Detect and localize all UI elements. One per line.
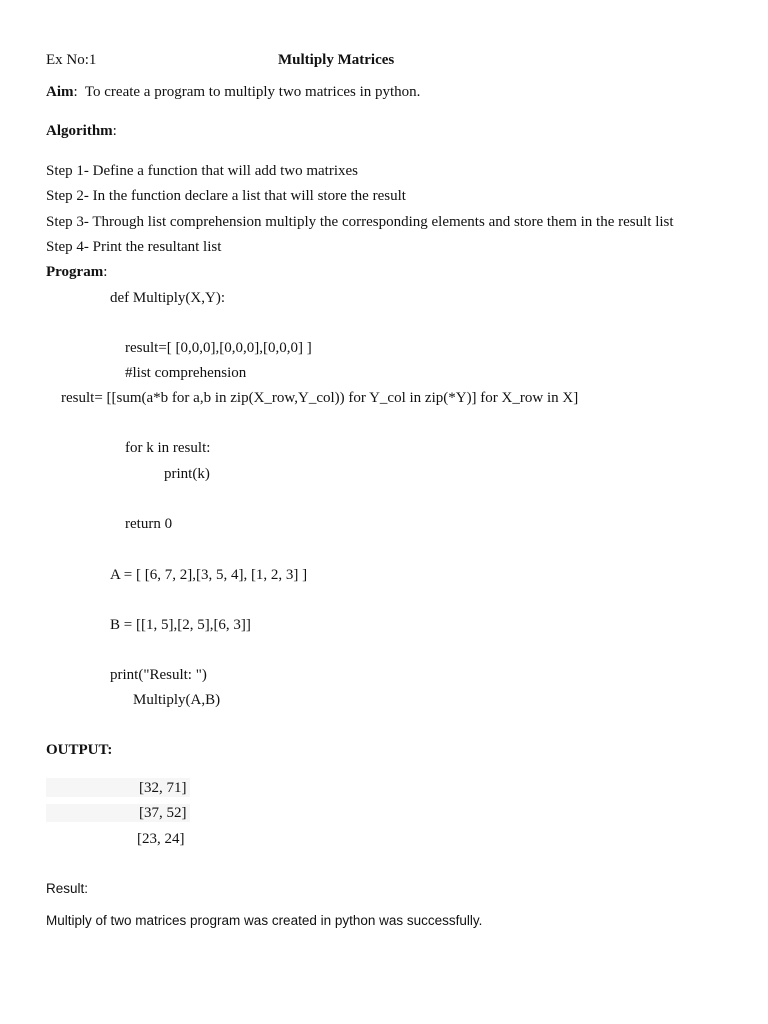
aim-line	[46, 83, 420, 101]
code-line: def Multiply(X,Y):	[110, 290, 225, 306]
algorithm-step: Step 3- Through list comprehension multiply the corresponding elements and store them in the result list	[46, 214, 674, 230]
code-line: for k in result:	[125, 440, 211, 456]
code-line: result=[ [0,0,0],[0,0,0],[0,0,0] ]	[125, 340, 312, 356]
algorithm-heading	[46, 122, 117, 140]
code-line: Multiply(A,B)	[133, 692, 221, 708]
code-line: A = [ [6, 7, 2],[3, 5, 4], [1, 2, 3] ]	[110, 567, 308, 583]
output-row: [37, 52]	[139, 805, 187, 821]
exercise-number: Ex No:1	[46, 52, 97, 68]
algorithm-colon: :	[112, 123, 117, 139]
program-label: Program	[46, 264, 104, 280]
algorithm-step: Step 2- In the function declare a list that will store the result	[46, 188, 406, 204]
program-colon: :	[103, 264, 108, 280]
code-line: print(k)	[164, 466, 210, 482]
code-line: return 0	[125, 516, 173, 532]
code-line: B = [[1, 5],[2, 5],[6, 3]]	[110, 617, 251, 633]
aim-label: Aim	[46, 84, 74, 100]
algorithm-step: Step 4- Print the resultant list	[46, 239, 222, 255]
aim-text: : To create a program to multiply two matrices in python.	[73, 84, 421, 100]
algorithm-label: Algorithm	[46, 123, 113, 139]
page-title: Multiply Matrices	[278, 52, 395, 68]
output-row: [32, 71]	[139, 780, 187, 796]
output-row: [23, 24]	[137, 831, 185, 847]
code-line: result= [[sum(a*b for a,b in zip(X_row,Y_col)) for Y_col in zip(*Y)] for X_row in X]	[61, 390, 579, 406]
output-heading: OUTPUT:	[46, 742, 113, 758]
algorithm-step: Step 1- Define a function that will add two matrixes	[46, 163, 359, 179]
program-heading	[46, 263, 107, 281]
result-label: Result:	[46, 881, 89, 896]
result-text: Multiply of two matrices program was created in python was successfully.	[46, 913, 483, 928]
code-line: print("Result: ")	[110, 667, 207, 683]
code-comment: #list comprehension	[125, 365, 247, 381]
